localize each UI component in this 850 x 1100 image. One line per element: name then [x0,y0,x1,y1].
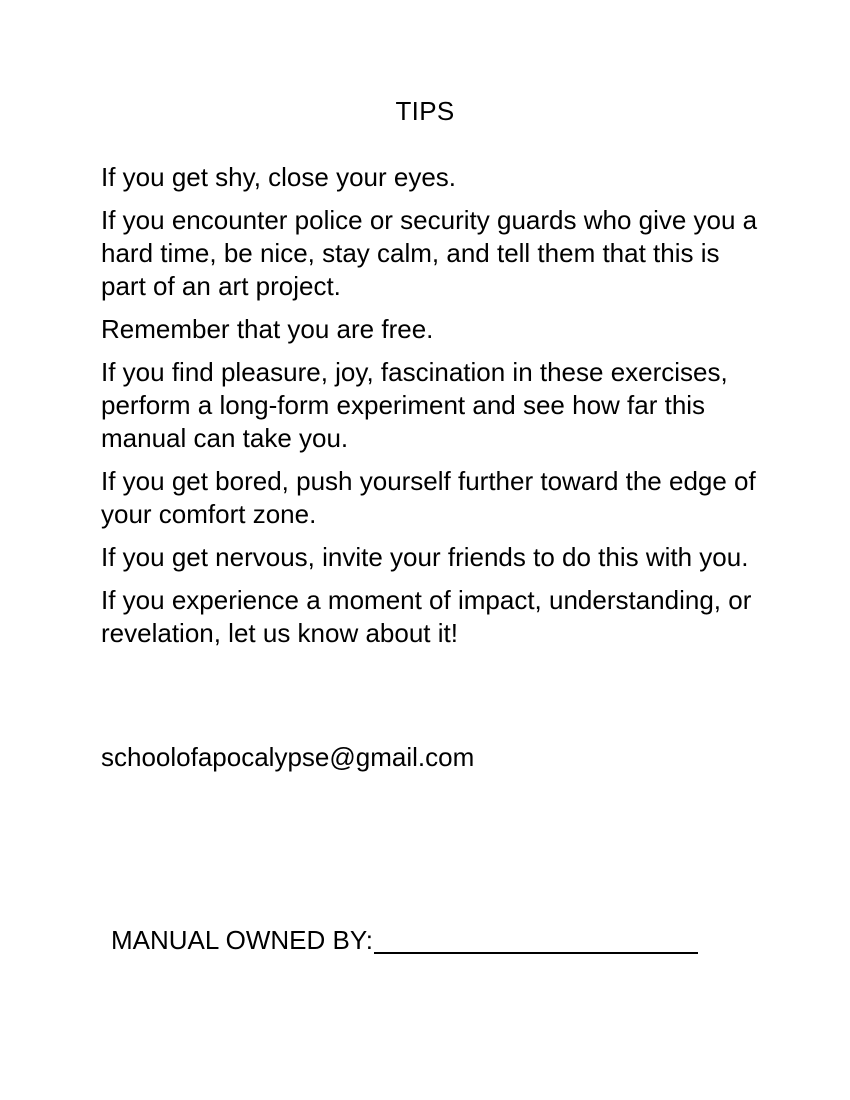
page-title: TIPS [395,96,455,126]
owner-blank-line [374,922,698,954]
owner-field [111,923,698,957]
tip-item: If you get bored, push yourself further toward the edge of your comfort zone. [101,466,756,529]
tip-item: If you get shy, close your eyes. [101,162,457,192]
tip-item: If you get nervous, invite your friends to do this with you. [101,542,749,572]
contact-email: schoolofapocalypse@gmail.com [101,742,475,772]
tips-list [101,161,761,660]
tip-item: If you experience a moment of impact, understanding, or revelation, let us know about it! [101,585,752,648]
owner-label: MANUAL OWNED BY: [111,925,373,955]
tip-item: Remember that you are free. [101,314,434,344]
tip-item: If you find pleasure, joy, fascination in these exercises, perform a long-form experiment and see how far this manual can take you. [101,357,728,453]
tip-item: If you encounter police or security guards who give you a hard time, be nice, stay calm, and tell them that this is part of an art project. [101,205,758,301]
